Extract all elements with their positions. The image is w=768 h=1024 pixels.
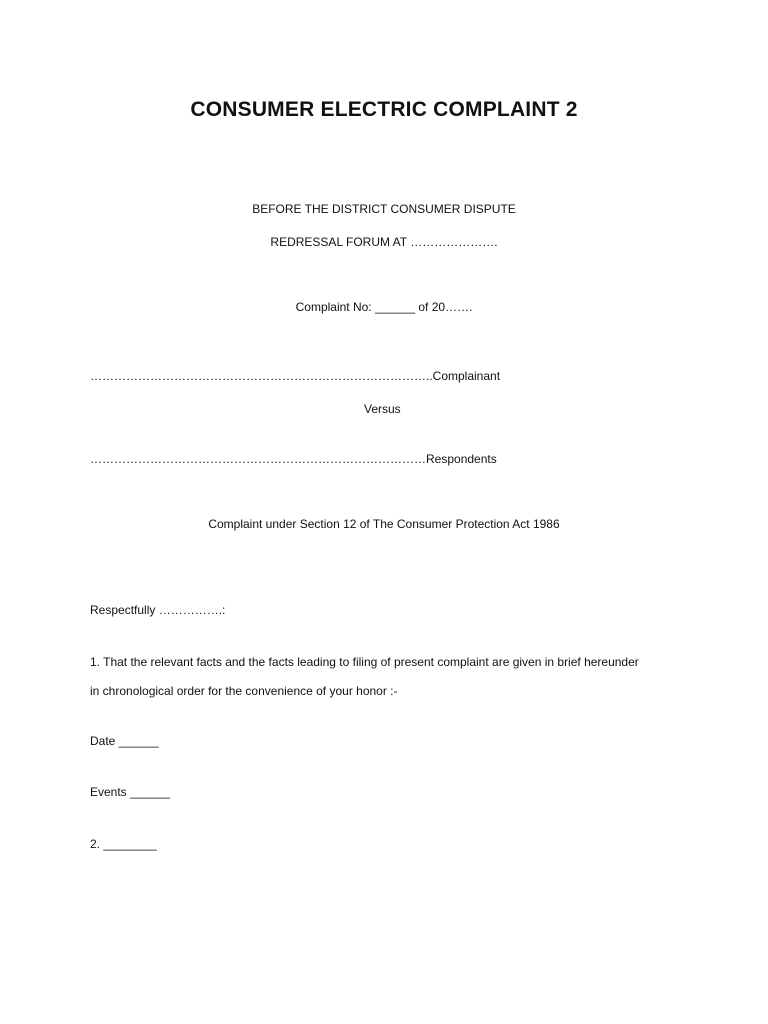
paragraph-1-line-2: in chronological order for the convenience of your honor :- [90, 684, 398, 698]
respondents-line: …………………………………………………………………………Respondents [90, 452, 497, 466]
complaint-number-line: Complaint No: ______ of 20……. [295, 300, 473, 314]
paragraph-2-line: 2. ________ [90, 837, 157, 851]
section-reference-line: Complaint under Section 12 of The Consumer Protection Act 1986 [208, 517, 560, 531]
court-line-1: BEFORE THE DISTRICT CONSUMER DISPUTE [252, 202, 516, 216]
paragraph-1-line-1: 1. That the relevant facts and the facts leading to filing of present complaint are given in brief hereunder [90, 655, 639, 669]
complainant-line: …………………………………………………………………………..Complainant [90, 369, 501, 383]
events-line: Events ______ [90, 785, 171, 799]
court-line-2: REDRESSAL FORUM AT …………………. [270, 235, 498, 249]
salutation-line: Respectfully …………….: [90, 603, 226, 617]
versus-label: Versus [364, 402, 401, 416]
date-line: Date ______ [90, 734, 159, 748]
document-title: CONSUMER ELECTRIC COMPLAINT 2 [190, 98, 578, 121]
